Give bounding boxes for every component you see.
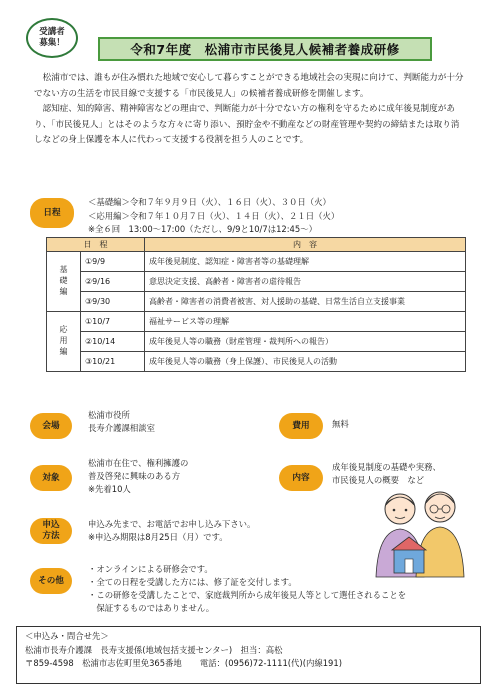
page-title: 令和7年度 松浦市市民後見人候補者養成研修: [98, 37, 432, 61]
application-line2: ※申込み期限は8月25日（月）です。: [88, 532, 228, 542]
application-label: [30, 518, 72, 544]
other-label: その他: [30, 568, 72, 594]
intro-text: [34, 71, 466, 149]
contact-address: 〒859-4598 松浦市志佐町里免365番地: [25, 658, 182, 668]
table-cell-date: ①10/7: [81, 312, 145, 332]
application-label-line1: 申込: [42, 520, 60, 530]
table-head-content: 内 容: [145, 238, 466, 252]
application-label-line2: 方法: [42, 531, 60, 541]
venue-text: [88, 409, 155, 435]
table-cell-date: ③10/21: [81, 352, 145, 372]
table-cell-content: 成年後見制度、認知症・障害者等の基礎理解: [145, 252, 466, 272]
table-cell-date: ②10/14: [81, 332, 145, 352]
contact-tel: 電話：(0956)72-1111(代)(内線191): [199, 658, 342, 668]
table-cell-content: 成年後見人等の職務（財産管理・裁判所への報告）: [145, 332, 466, 352]
table-row: [47, 292, 466, 312]
table-row: [47, 312, 466, 332]
target-label: 対象: [30, 465, 72, 491]
target-line1: 松浦市在住で、権利擁護の: [88, 458, 189, 468]
table-cell-content: 福祉サービス等の理解: [145, 312, 466, 332]
venue-line2: 長寿介護課相談室: [88, 423, 155, 433]
venue-line1: 松浦市役所: [88, 410, 130, 420]
table-cell-content: 高齢者・障害者の消費者被害、対人援助の基礎、日常生活自立支援事業: [145, 292, 466, 312]
target-line3: ※先着10人: [88, 484, 131, 494]
table-cell-date: ③9/30: [81, 292, 145, 312]
application-line1: 申込み先まで、お電話でお申し込み下さい。: [88, 519, 256, 529]
kiso-section-label: 基礎編: [47, 252, 81, 312]
ouyou-section-label: 応用編: [47, 312, 81, 372]
content-text: [332, 461, 441, 487]
contact-heading: ＜申込み・問合せ先＞: [25, 631, 109, 641]
other-item: ・全ての日程を受講した方には、修了証を交付します。: [88, 577, 297, 587]
table-cell-date: ①9/9: [81, 252, 145, 272]
other-item: ・この研修を受講したことで、家庭裁判所から成年後見人等として選任されることを: [88, 590, 407, 600]
target-line2: 普及啓発に興味のある方: [88, 471, 181, 481]
table-cell-date: ②9/16: [81, 272, 145, 292]
intro-paragraph-2: 認知症、知的障害、精神障害などの理由で、判断能力が十分でない方の権利を守るために成年後見制度があり、「市民後見人」とはそのような方々に寄り添い、預貯金や不動産などの財産管理や契約の締結または取り消しなどの身上保護を本人に代わって支援する役割を担う人のことです。: [34, 104, 460, 145]
fee-value: 無料: [332, 419, 349, 429]
schedule-note: ※全６回 13:00～17:00（ただし、9/9と10/7は12:45～）: [88, 224, 317, 234]
content-line2: 市民後見人の概要 など: [332, 475, 425, 485]
badge-line1: 受講者: [39, 27, 65, 38]
table-cell-content: 成年後見人等の職務（身上保護）、市民後見人の活動: [145, 352, 466, 372]
schedule-ouyou: ＜応用編＞令和７年１０月７日（火）、１４日（火）、２１日（火）: [88, 210, 340, 221]
table-row: [47, 252, 466, 272]
other-item: ・オンラインによる研修会です。: [88, 564, 213, 574]
table-head-date: 日 程: [47, 238, 145, 252]
target-text: [88, 457, 188, 496]
table-row: [47, 272, 466, 292]
table-row: [47, 332, 466, 352]
other-text: [88, 563, 406, 615]
content-line1: 成年後見制度の基礎や実務、: [332, 462, 441, 472]
fee-label: 費用: [279, 413, 323, 439]
intro-paragraph-1: 松浦市では、誰もが住み慣れた地域で安心して暮らすことができる地域社会の実現に向けて、判断能力が十分でない方の生活を市民目線で支援する「市民後見人」の候補者養成研修を開催します。: [34, 73, 464, 99]
elderly-couple-illustration: [366, 487, 472, 579]
content-label: 内容: [279, 465, 323, 491]
table-row: [47, 352, 466, 372]
application-text: [88, 518, 255, 544]
table-cell-content: 意思決定支援、高齢者・障害者の虐待報告: [145, 272, 466, 292]
schedule-text: [88, 196, 339, 237]
badge-line2: 募集！: [39, 38, 65, 48]
schedule-kiso: ＜基礎編＞令和７年９月９日（火）、１６日（火）、３０日（火）: [88, 197, 331, 207]
contact-address-row: [25, 657, 472, 671]
venue-label: 会場: [30, 413, 72, 439]
schedule-label: 日程: [30, 198, 74, 228]
recruitment-badge: [26, 18, 78, 58]
other-item: 保証するものではありません。: [88, 603, 215, 613]
schedule-table: [46, 237, 466, 372]
contact-box: [16, 626, 481, 684]
contact-dept: 松浦市長寿介護課 長寿支援係(地域包括支援センター) 担当：高松: [25, 644, 283, 655]
